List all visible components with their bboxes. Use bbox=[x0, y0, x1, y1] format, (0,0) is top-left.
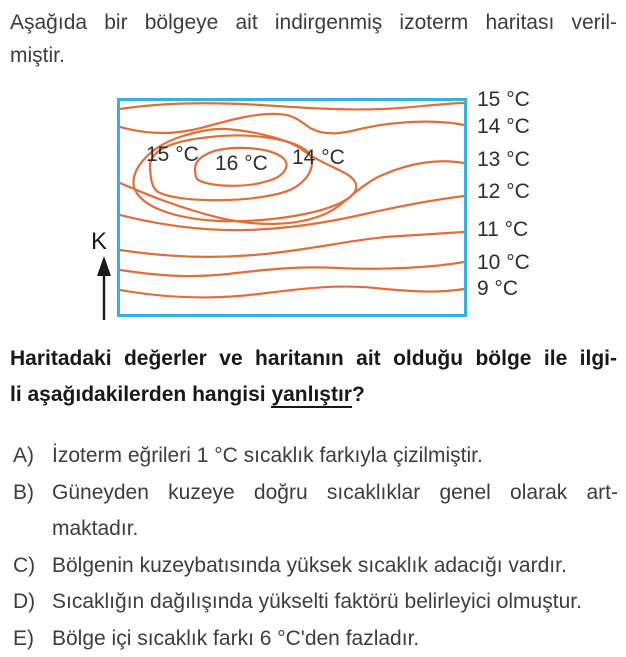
option-d bbox=[10, 584, 618, 621]
option-b-text-line-1: Güneyden kuzeye doğru sıcaklıklar genel olarak art- bbox=[52, 480, 618, 504]
isotherm-curve-9c bbox=[120, 287, 464, 298]
option-b-text-line-2: maktadır. bbox=[52, 517, 139, 540]
isotherm-contours bbox=[120, 101, 464, 314]
isotherm-curve-15c-top bbox=[120, 103, 464, 109]
option-c-letter: C) bbox=[13, 553, 36, 577]
isotherm-curve-10c bbox=[120, 262, 464, 276]
options-list bbox=[10, 438, 618, 657]
question-text bbox=[10, 341, 617, 413]
scale-label-14c: 14 °C bbox=[477, 115, 530, 138]
north-label-k: K bbox=[91, 228, 108, 255]
map-inner-label-14c: 14 °C bbox=[292, 146, 345, 169]
option-a-text: İzoterm eğrileri 1 °C sıcaklık farkıyla çizilmiştir. bbox=[52, 444, 483, 467]
question-line-1: Haritadaki değerler ve haritanın ait olduğu bölge ile ilgi- bbox=[10, 347, 617, 370]
option-d-letter: D) bbox=[13, 590, 36, 613]
option-a-letter: A) bbox=[13, 444, 34, 467]
option-e-letter: E) bbox=[13, 626, 34, 650]
isotherm-map bbox=[117, 98, 467, 317]
question-keyword-underlined: yanlıştır bbox=[271, 383, 352, 406]
option-b bbox=[10, 475, 618, 548]
intro-paragraph bbox=[10, 6, 617, 72]
scale-label-10c: 10 °C bbox=[477, 251, 530, 274]
scale-label-9c: 9 °C bbox=[477, 277, 519, 300]
scale-label-15c: 15 °C bbox=[477, 88, 530, 111]
map-inner-label-15c: 15 °C bbox=[146, 143, 199, 166]
option-c bbox=[10, 548, 618, 585]
question-line-2: li aşağıdakilerden hangisi yanlıştır? bbox=[10, 383, 365, 406]
option-a bbox=[10, 438, 618, 475]
option-c-text: Bölgenin kuzeybatısında yüksek sıcaklık adacığı vardır. bbox=[52, 553, 567, 577]
scale-label-13c: 13 °C bbox=[477, 148, 530, 171]
option-e-text: Bölge içi sıcaklık farkı 6 °C'den fazladır. bbox=[52, 626, 420, 650]
option-b-letter: B) bbox=[13, 480, 34, 504]
intro-line-1: Aşağıda bir bölgeye ait indirgenmiş izoterm haritası veril- bbox=[10, 11, 617, 34]
map-inner-label-16c: 16 °C bbox=[215, 152, 268, 175]
isotherm-curve-14c-top bbox=[120, 114, 464, 133]
option-d-text: Sıcaklığın dağılışında yükselti faktörü belirleyici olmuştur. bbox=[52, 590, 582, 613]
intro-line-2: miştir. bbox=[10, 44, 65, 67]
north-arrow-icon bbox=[93, 254, 115, 322]
scale-label-11c: 11 °C bbox=[477, 218, 529, 241]
option-e bbox=[10, 621, 618, 657]
scale-label-12c: 12 °C bbox=[477, 180, 530, 203]
isotherm-curve-11c bbox=[120, 232, 464, 257]
